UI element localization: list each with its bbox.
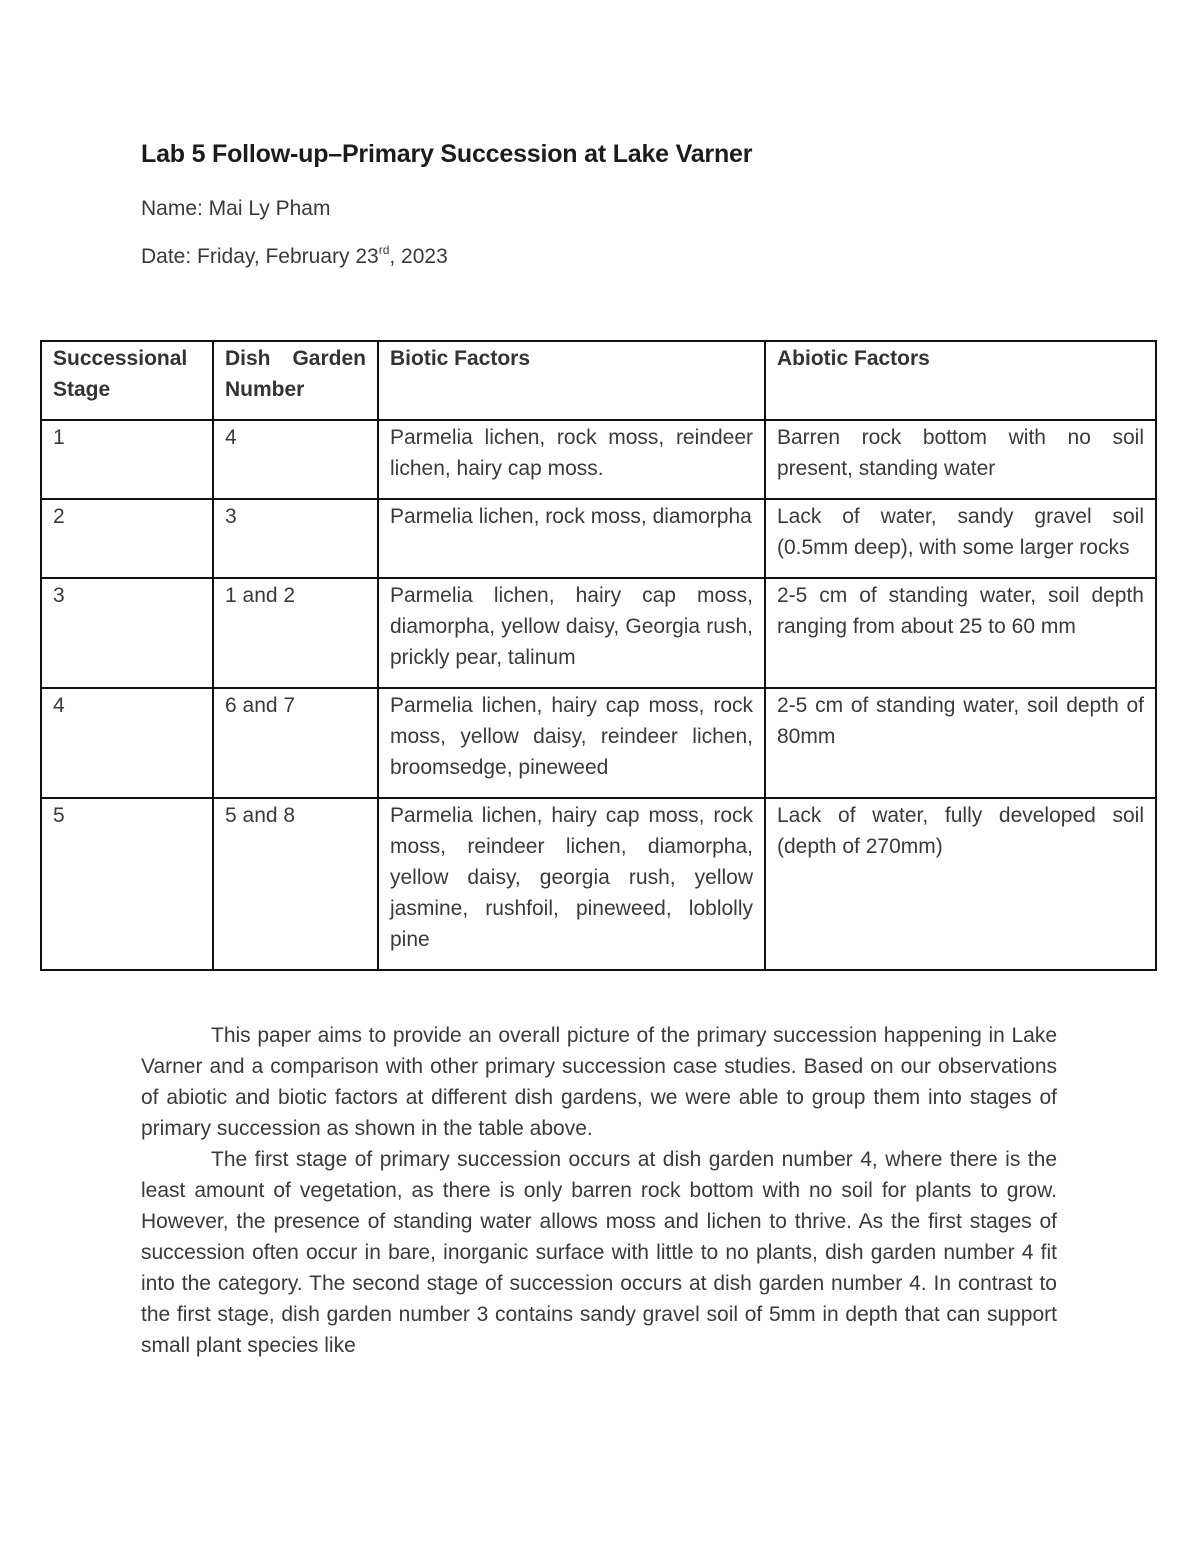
- header-biotic-factors: Biotic Factors: [378, 341, 765, 420]
- cell-abiotic: Lack of water, fully developed soil (depth of 270mm): [765, 798, 1156, 970]
- report-date: [141, 245, 448, 269]
- table-row: [41, 688, 1156, 798]
- table-header-row: [41, 341, 1156, 420]
- cell-biotic: Parmelia lichen, rock moss, reindeer lichen, hairy cap moss.: [378, 420, 765, 499]
- cell-dish-number: 6 and 7: [213, 688, 378, 798]
- cell-stage: 1: [41, 420, 213, 499]
- student-name: Name: Mai Ly Pham: [141, 197, 331, 220]
- date-prefix: Date: Friday, February 23: [141, 245, 379, 268]
- table-row: [41, 578, 1156, 688]
- cell-biotic: Parmelia lichen, hairy cap moss, rock moss, yellow daisy, reindeer lichen, broomsedge, pineweed: [378, 688, 765, 798]
- header-successional-stage: Successional Stage: [41, 341, 213, 420]
- cell-abiotic: 2-5 cm of standing water, soil depth of 80mm: [765, 688, 1156, 798]
- table-row: [41, 499, 1156, 578]
- cell-dish-number: 4: [213, 420, 378, 499]
- cell-dish-number: 1 and 2: [213, 578, 378, 688]
- date-ordinal-suffix: rd: [378, 243, 390, 257]
- paragraph: This paper aims to provide an overall picture of the primary succession happening in Lake Varner and a comparison with other primary succession case studies. Based on our observations of abiotic and biotic factors at different dish gardens, we were able to group them into stages of primary succession as shown in the table above.: [141, 1024, 1057, 1140]
- cell-abiotic: Lack of water, sandy gravel soil (0.5mm deep), with some larger rocks: [765, 499, 1156, 578]
- header-dish-garden-number: Dish Garden Number: [213, 341, 378, 420]
- cell-stage: 2: [41, 499, 213, 578]
- cell-stage: 3: [41, 578, 213, 688]
- succession-table: [40, 340, 1157, 971]
- header-abiotic-factors: Abiotic Factors: [765, 341, 1156, 420]
- date-year: , 2023: [389, 245, 448, 268]
- cell-dish-number: 5 and 8: [213, 798, 378, 970]
- document-title: Lab 5 Follow-up–Primary Succession at Lake Varner: [141, 140, 753, 168]
- body-text: [141, 1020, 1057, 1361]
- cell-abiotic: Barren rock bottom with no soil present, standing water: [765, 420, 1156, 499]
- cell-stage: 5: [41, 798, 213, 970]
- paragraph: The first stage of primary succession occurs at dish garden number 4, where there is the least amount of vegetation, as there is only barren rock bottom with no soil for plants to grow. However, the presence of standing water allows moss and lichen to thrive. As the first stages of succession often occur in bare, inorganic surface with little to no plants, dish garden number 4 fit into the category. The second stage of succession occurs at dish garden number 4. In contrast to the first stage, dish garden number 3 contains sandy gravel soil of 5mm in depth that can support small plant species like: [141, 1148, 1057, 1357]
- table-row: [41, 420, 1156, 499]
- cell-stage: 4: [41, 688, 213, 798]
- cell-biotic: Parmelia lichen, rock moss, diamorpha: [378, 499, 765, 578]
- table-row: [41, 798, 1156, 970]
- cell-abiotic: 2-5 cm of standing water, soil depth ranging from about 25 to 60 mm: [765, 578, 1156, 688]
- cell-dish-number: 3: [213, 499, 378, 578]
- cell-biotic: Parmelia lichen, hairy cap moss, rock moss, reindeer lichen, diamorpha, yellow daisy, georgia rush, yellow jasmine, rushfoil, pineweed, loblolly pine: [378, 798, 765, 970]
- cell-biotic: Parmelia lichen, hairy cap moss, diamorpha, yellow daisy, Georgia rush, prickly pear, talinum: [378, 578, 765, 688]
